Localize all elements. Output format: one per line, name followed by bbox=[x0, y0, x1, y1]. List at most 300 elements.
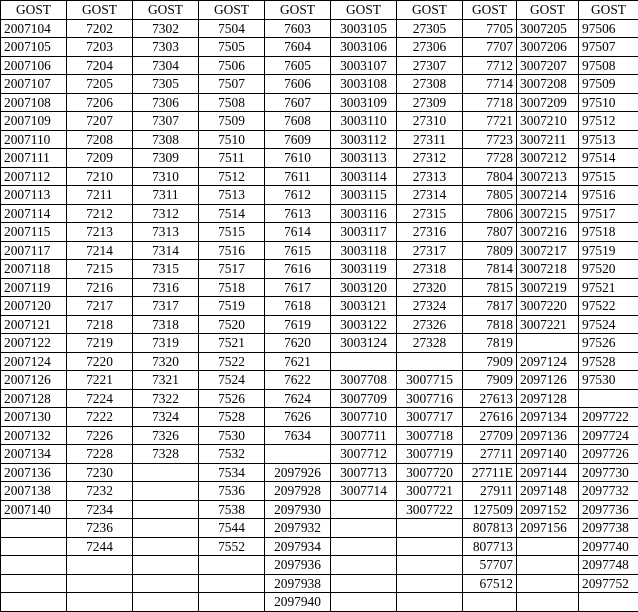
table-cell: 2097732 bbox=[579, 482, 638, 501]
table-cell: 2097134 bbox=[517, 408, 579, 427]
table-cell: 3003113 bbox=[331, 149, 397, 168]
table-cell: 3007720 bbox=[397, 463, 463, 482]
table-cell: 3007207 bbox=[517, 56, 579, 75]
table-cell bbox=[331, 352, 397, 371]
table-cell: 2007105 bbox=[1, 38, 67, 57]
table-cell: 2007110 bbox=[1, 130, 67, 149]
table-row bbox=[1, 426, 638, 445]
table-row bbox=[1, 352, 638, 371]
table-cell: 7512 bbox=[199, 167, 265, 186]
table-row bbox=[1, 297, 638, 316]
table-cell: 3007719 bbox=[397, 445, 463, 464]
table-cell bbox=[133, 537, 199, 556]
table-cell: 2097156 bbox=[517, 519, 579, 538]
table-cell: 27613 bbox=[463, 389, 517, 408]
table-cell: 3007215 bbox=[517, 204, 579, 223]
table-cell: 3003107 bbox=[331, 56, 397, 75]
table-cell: 97520 bbox=[579, 260, 638, 279]
table-cell: 3007722 bbox=[397, 500, 463, 519]
header-row bbox=[1, 1, 638, 20]
table-cell: 27711E bbox=[463, 463, 517, 482]
table-cell: 7806 bbox=[463, 204, 517, 223]
table-cell: 2097126 bbox=[517, 371, 579, 390]
table-cell: 7515 bbox=[199, 223, 265, 242]
table-cell: 7318 bbox=[133, 315, 199, 334]
table-cell: 7518 bbox=[199, 278, 265, 297]
table-cell: 7304 bbox=[133, 56, 199, 75]
table-cell: 3003115 bbox=[331, 186, 397, 205]
table-cell: 7322 bbox=[133, 389, 199, 408]
table-cell: 7611 bbox=[265, 167, 331, 186]
table-cell: 3007206 bbox=[517, 38, 579, 57]
table-cell: 3003120 bbox=[331, 278, 397, 297]
table-cell: 7326 bbox=[133, 426, 199, 445]
table-cell: 97506 bbox=[579, 19, 638, 38]
table-cell bbox=[331, 556, 397, 575]
table-cell bbox=[397, 593, 463, 612]
table-cell: 7509 bbox=[199, 112, 265, 131]
table-cell: 3007708 bbox=[331, 371, 397, 390]
table-cell: 7544 bbox=[199, 519, 265, 538]
table-cell: 7221 bbox=[67, 371, 133, 390]
table-cell: 3003119 bbox=[331, 260, 397, 279]
table-cell: 7723 bbox=[463, 130, 517, 149]
table-cell: 27310 bbox=[397, 112, 463, 131]
table-cell bbox=[133, 463, 199, 482]
table-cell: 27324 bbox=[397, 297, 463, 316]
table-cell: 7236 bbox=[67, 519, 133, 538]
table-cell bbox=[517, 593, 579, 612]
table-cell: 2007106 bbox=[1, 56, 67, 75]
table-row bbox=[1, 186, 638, 205]
table-cell: 7603 bbox=[265, 19, 331, 38]
table-cell: 2097752 bbox=[579, 574, 638, 593]
table-cell: 7909 bbox=[463, 371, 517, 390]
table-cell: 2097940 bbox=[265, 593, 331, 612]
table-cell: 7622 bbox=[265, 371, 331, 390]
table-cell: 7206 bbox=[67, 93, 133, 112]
table-cell: 3007214 bbox=[517, 186, 579, 205]
table-cell: 7312 bbox=[133, 204, 199, 223]
table-row bbox=[1, 38, 638, 57]
table-row bbox=[1, 75, 638, 94]
table-cell: 3007714 bbox=[331, 482, 397, 501]
table-row bbox=[1, 463, 638, 482]
table-cell: 7526 bbox=[199, 389, 265, 408]
table-cell: 97509 bbox=[579, 75, 638, 94]
table-cell: 7552 bbox=[199, 537, 265, 556]
table-cell: 7815 bbox=[463, 278, 517, 297]
table-cell: 7310 bbox=[133, 167, 199, 186]
table-cell: 7616 bbox=[265, 260, 331, 279]
table-cell bbox=[517, 537, 579, 556]
table-cell: 7817 bbox=[463, 297, 517, 316]
table-cell bbox=[397, 519, 463, 538]
table-cell: 97507 bbox=[579, 38, 638, 57]
table-cell: 2007108 bbox=[1, 93, 67, 112]
table-cell: 7511 bbox=[199, 149, 265, 168]
table-cell: 7728 bbox=[463, 149, 517, 168]
table-cell: 7521 bbox=[199, 334, 265, 353]
table-cell: 2097730 bbox=[579, 463, 638, 482]
table-cell: 7232 bbox=[67, 482, 133, 501]
table-row bbox=[1, 93, 638, 112]
table-cell bbox=[67, 556, 133, 575]
table-row bbox=[1, 260, 638, 279]
table-cell: 2007114 bbox=[1, 204, 67, 223]
table-cell: 97512 bbox=[579, 112, 638, 131]
table-cell: 7909 bbox=[463, 352, 517, 371]
table-cell bbox=[265, 445, 331, 464]
table-cell: 3003109 bbox=[331, 93, 397, 112]
table-cell: 3007219 bbox=[517, 278, 579, 297]
table-cell: 2007120 bbox=[1, 297, 67, 316]
table-cell: 7615 bbox=[265, 241, 331, 260]
table-cell: 7718 bbox=[463, 93, 517, 112]
table-cell: 7216 bbox=[67, 278, 133, 297]
table-cell: 27326 bbox=[397, 315, 463, 334]
table-cell: 7620 bbox=[265, 334, 331, 353]
table-cell: 3003110 bbox=[331, 112, 397, 131]
table-cell: 7520 bbox=[199, 315, 265, 334]
table-cell: 7508 bbox=[199, 93, 265, 112]
table-cell: 7213 bbox=[67, 223, 133, 242]
table-cell: 7202 bbox=[67, 19, 133, 38]
table-cell: 3007218 bbox=[517, 260, 579, 279]
table-cell: 7516 bbox=[199, 241, 265, 260]
table-body bbox=[1, 19, 638, 611]
table-cell bbox=[331, 593, 397, 612]
table-cell: 7607 bbox=[265, 93, 331, 112]
table-cell: 27305 bbox=[397, 19, 463, 38]
table-cell bbox=[397, 352, 463, 371]
table-row bbox=[1, 500, 638, 519]
table-cell: 2097724 bbox=[579, 426, 638, 445]
table-cell bbox=[331, 574, 397, 593]
table-cell: 7707 bbox=[463, 38, 517, 57]
table-cell: 2097726 bbox=[579, 445, 638, 464]
table-cell: 27306 bbox=[397, 38, 463, 57]
table-cell: 807813 bbox=[463, 519, 517, 538]
table-cell: 3003122 bbox=[331, 315, 397, 334]
table-cell: 7634 bbox=[265, 426, 331, 445]
column-header: GOST bbox=[133, 1, 199, 20]
table-cell: 2097738 bbox=[579, 519, 638, 538]
table-cell: 7218 bbox=[67, 315, 133, 334]
table-cell: 2007119 bbox=[1, 278, 67, 297]
table-cell: 807713 bbox=[463, 537, 517, 556]
table-cell: 27616 bbox=[463, 408, 517, 427]
table-cell: 97508 bbox=[579, 56, 638, 75]
table-cell: 7513 bbox=[199, 186, 265, 205]
table-cell bbox=[133, 556, 199, 575]
table-cell: 7209 bbox=[67, 149, 133, 168]
table-cell: 7510 bbox=[199, 130, 265, 149]
table-cell: 27711 bbox=[463, 445, 517, 464]
table-cell bbox=[331, 500, 397, 519]
table-cell: 7532 bbox=[199, 445, 265, 464]
table-cell bbox=[397, 574, 463, 593]
table-cell bbox=[579, 593, 638, 612]
table-row bbox=[1, 278, 638, 297]
column-header: GOST bbox=[265, 1, 331, 20]
table-cell: 7205 bbox=[67, 75, 133, 94]
table-cell: 7217 bbox=[67, 297, 133, 316]
table-cell: 3003106 bbox=[331, 38, 397, 57]
table-cell: 2097152 bbox=[517, 500, 579, 519]
table-cell: 2097136 bbox=[517, 426, 579, 445]
table-cell: 7621 bbox=[265, 352, 331, 371]
table-cell bbox=[1, 593, 67, 612]
table-row bbox=[1, 56, 638, 75]
table-cell: 97522 bbox=[579, 297, 638, 316]
table-cell: 7605 bbox=[265, 56, 331, 75]
table-cell: 3007209 bbox=[517, 93, 579, 112]
table-cell: 7506 bbox=[199, 56, 265, 75]
table-cell: 2007138 bbox=[1, 482, 67, 501]
table-cell: 7317 bbox=[133, 297, 199, 316]
table-cell bbox=[1, 537, 67, 556]
table-row bbox=[1, 556, 638, 575]
table-cell bbox=[199, 574, 265, 593]
table-cell: 3007712 bbox=[331, 445, 397, 464]
column-header: GOST bbox=[199, 1, 265, 20]
table-cell bbox=[133, 574, 199, 593]
table-cell: 127509 bbox=[463, 500, 517, 519]
table-cell: 2007117 bbox=[1, 241, 67, 260]
table-cell: 2007121 bbox=[1, 315, 67, 334]
table-cell bbox=[1, 574, 67, 593]
table-cell: 7809 bbox=[463, 241, 517, 260]
table-cell: 7219 bbox=[67, 334, 133, 353]
table-cell: 3007713 bbox=[331, 463, 397, 482]
table-cell: 7313 bbox=[133, 223, 199, 242]
table-cell: 97519 bbox=[579, 241, 638, 260]
table-cell: 7614 bbox=[265, 223, 331, 242]
table-cell: 7514 bbox=[199, 204, 265, 223]
table-cell: 7224 bbox=[67, 389, 133, 408]
table-cell: 7316 bbox=[133, 278, 199, 297]
table-cell: 7319 bbox=[133, 334, 199, 353]
table-cell: 2007136 bbox=[1, 463, 67, 482]
table-cell: 7714 bbox=[463, 75, 517, 94]
table-cell bbox=[67, 593, 133, 612]
table-cell: 3007208 bbox=[517, 75, 579, 94]
table-cell: 7302 bbox=[133, 19, 199, 38]
table-cell bbox=[1, 556, 67, 575]
table-cell: 7613 bbox=[265, 204, 331, 223]
column-header: GOST bbox=[517, 1, 579, 20]
table-cell bbox=[199, 593, 265, 612]
table-header bbox=[1, 1, 638, 20]
table-cell: 2097928 bbox=[265, 482, 331, 501]
table-cell: 7226 bbox=[67, 426, 133, 445]
table-row bbox=[1, 167, 638, 186]
table-cell: 7324 bbox=[133, 408, 199, 427]
table-cell: 7305 bbox=[133, 75, 199, 94]
table-cell: 2007107 bbox=[1, 75, 67, 94]
table-cell bbox=[331, 519, 397, 538]
table-cell bbox=[517, 574, 579, 593]
table-cell: 2097936 bbox=[265, 556, 331, 575]
table-cell: 3007221 bbox=[517, 315, 579, 334]
table-cell: 7211 bbox=[67, 186, 133, 205]
table-cell: 27911 bbox=[463, 482, 517, 501]
table-cell: 7528 bbox=[199, 408, 265, 427]
table-cell: 3007709 bbox=[331, 389, 397, 408]
table-cell: 7214 bbox=[67, 241, 133, 260]
table-cell: 27318 bbox=[397, 260, 463, 279]
table-row bbox=[1, 19, 638, 38]
table-cell: 7220 bbox=[67, 352, 133, 371]
table-row bbox=[1, 519, 638, 538]
table-cell bbox=[199, 556, 265, 575]
table-cell: 3007721 bbox=[397, 482, 463, 501]
table-cell: 27308 bbox=[397, 75, 463, 94]
table-cell: 7609 bbox=[265, 130, 331, 149]
table-cell: 7244 bbox=[67, 537, 133, 556]
table-cell: 7230 bbox=[67, 463, 133, 482]
table-row bbox=[1, 112, 638, 131]
table-row bbox=[1, 482, 638, 501]
table-cell: 97514 bbox=[579, 149, 638, 168]
table-row bbox=[1, 389, 638, 408]
table-cell: 2007115 bbox=[1, 223, 67, 242]
table-row bbox=[1, 149, 638, 168]
table-cell: 2007112 bbox=[1, 167, 67, 186]
table-cell: 7303 bbox=[133, 38, 199, 57]
table-cell bbox=[397, 537, 463, 556]
table-cell: 2007122 bbox=[1, 334, 67, 353]
table-cell: 7818 bbox=[463, 315, 517, 334]
column-header: GOST bbox=[579, 1, 638, 20]
table-cell: 27311 bbox=[397, 130, 463, 149]
table-cell bbox=[133, 500, 199, 519]
table-cell: 2007130 bbox=[1, 408, 67, 427]
table-cell: 27313 bbox=[397, 167, 463, 186]
table-cell: 7215 bbox=[67, 260, 133, 279]
table-cell: 3007711 bbox=[331, 426, 397, 445]
table-cell: 7524 bbox=[199, 371, 265, 390]
table-cell: 2007118 bbox=[1, 260, 67, 279]
table-cell bbox=[1, 519, 67, 538]
table-cell: 97515 bbox=[579, 167, 638, 186]
table-cell: 7814 bbox=[463, 260, 517, 279]
table-cell: 2007111 bbox=[1, 149, 67, 168]
table-cell: 2007140 bbox=[1, 500, 67, 519]
table-cell: 7618 bbox=[265, 297, 331, 316]
column-header: GOST bbox=[1, 1, 67, 20]
table-cell: 2097748 bbox=[579, 556, 638, 575]
table-cell: 3007710 bbox=[331, 408, 397, 427]
table-cell: 3003116 bbox=[331, 204, 397, 223]
table-cell: 7807 bbox=[463, 223, 517, 242]
table-cell: 3007716 bbox=[397, 389, 463, 408]
table-cell: 97518 bbox=[579, 223, 638, 242]
table-cell: 7522 bbox=[199, 352, 265, 371]
table-cell: 7228 bbox=[67, 445, 133, 464]
table-cell bbox=[517, 334, 579, 353]
table-row bbox=[1, 204, 638, 223]
table-cell: 97510 bbox=[579, 93, 638, 112]
table-cell: 27315 bbox=[397, 204, 463, 223]
table-cell: 7507 bbox=[199, 75, 265, 94]
table-cell: 7534 bbox=[199, 463, 265, 482]
table-cell: 2007126 bbox=[1, 371, 67, 390]
table-cell: 7210 bbox=[67, 167, 133, 186]
table-cell: 2097140 bbox=[517, 445, 579, 464]
table-cell: 2097128 bbox=[517, 389, 579, 408]
table-cell: 3003105 bbox=[331, 19, 397, 38]
table-cell: 7705 bbox=[463, 19, 517, 38]
table-cell bbox=[133, 519, 199, 538]
table-cell: 27316 bbox=[397, 223, 463, 242]
table-cell: 7208 bbox=[67, 130, 133, 149]
table-cell: 7504 bbox=[199, 19, 265, 38]
table-cell: 7804 bbox=[463, 167, 517, 186]
table-cell: 7536 bbox=[199, 482, 265, 501]
table-cell: 3003108 bbox=[331, 75, 397, 94]
table-cell: 27312 bbox=[397, 149, 463, 168]
table-cell: 67512 bbox=[463, 574, 517, 593]
table-cell: 27314 bbox=[397, 186, 463, 205]
table-cell: 27328 bbox=[397, 334, 463, 353]
table-cell: 27307 bbox=[397, 56, 463, 75]
table-cell: 2097934 bbox=[265, 537, 331, 556]
table-cell: 3007715 bbox=[397, 371, 463, 390]
table-cell: 7307 bbox=[133, 112, 199, 131]
table-cell: 7608 bbox=[265, 112, 331, 131]
table-cell bbox=[579, 389, 638, 408]
table-cell: 7320 bbox=[133, 352, 199, 371]
table-cell bbox=[463, 593, 517, 612]
column-header: GOST bbox=[397, 1, 463, 20]
table-cell: 27320 bbox=[397, 278, 463, 297]
table-row bbox=[1, 130, 638, 149]
table-cell: 7207 bbox=[67, 112, 133, 131]
table-cell: 2097144 bbox=[517, 463, 579, 482]
table-cell: 2007113 bbox=[1, 186, 67, 205]
column-header: GOST bbox=[463, 1, 517, 20]
table-cell: 7619 bbox=[265, 315, 331, 334]
table-cell: 97526 bbox=[579, 334, 638, 353]
table-cell: 3003112 bbox=[331, 130, 397, 149]
table-row bbox=[1, 445, 638, 464]
table-cell: 97528 bbox=[579, 352, 638, 371]
table-cell: 7721 bbox=[463, 112, 517, 131]
table-cell: 7606 bbox=[265, 75, 331, 94]
table-cell: 3003117 bbox=[331, 223, 397, 242]
table-cell: 97524 bbox=[579, 315, 638, 334]
table-cell: 7530 bbox=[199, 426, 265, 445]
table-cell bbox=[397, 556, 463, 575]
table-cell: 97517 bbox=[579, 204, 638, 223]
table-row bbox=[1, 593, 638, 612]
table-cell: 2007132 bbox=[1, 426, 67, 445]
table-row bbox=[1, 408, 638, 427]
table-cell bbox=[67, 574, 133, 593]
table-row bbox=[1, 334, 638, 353]
table-cell: 2097148 bbox=[517, 482, 579, 501]
column-header: GOST bbox=[331, 1, 397, 20]
table-cell: 2097930 bbox=[265, 500, 331, 519]
table-cell: 7517 bbox=[199, 260, 265, 279]
table-row bbox=[1, 537, 638, 556]
table-cell: 3007205 bbox=[517, 19, 579, 38]
table-cell: 27309 bbox=[397, 93, 463, 112]
table-cell: 7712 bbox=[463, 56, 517, 75]
table-cell: 7315 bbox=[133, 260, 199, 279]
